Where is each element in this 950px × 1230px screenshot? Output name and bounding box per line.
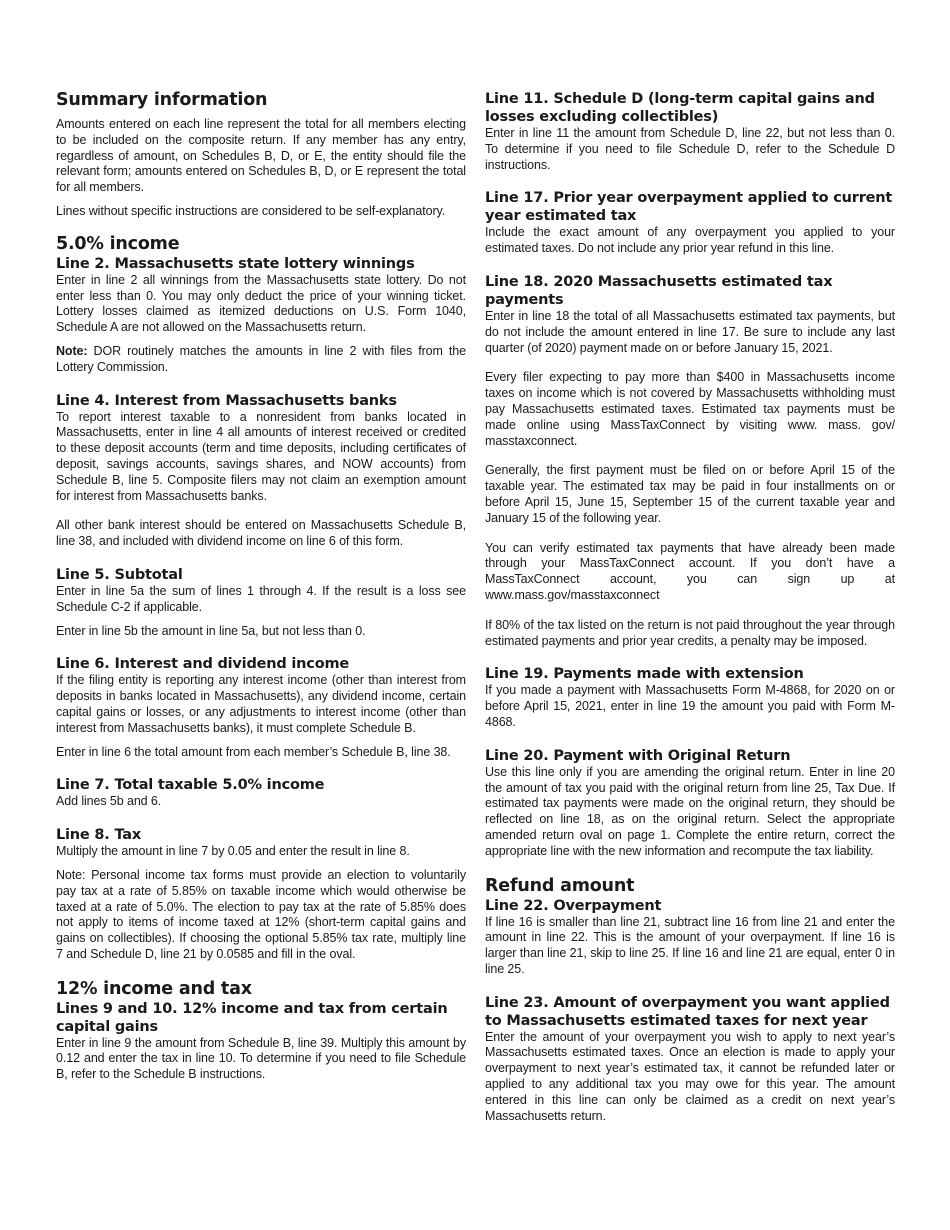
line-18-paragraph-3: Generally, the first payment must be filed on or before April 15 of the taxable year. The estimated tax may be paid in four installments on or before April 15, June 15, September 15 of the current taxable year and January 15 of the following year. bbox=[485, 463, 895, 525]
line-11-paragraph: Enter in line 11 the amount from Schedule D, line 22, but not less than 0. To determine if you need to file Schedule D, refer to the Schedule D instructions. bbox=[485, 126, 895, 172]
left-column bbox=[56, 90, 466, 1083]
line-22-heading: Line 22. Overpayment bbox=[485, 897, 662, 914]
line-20-paragraph: Use this line only if you are amending the original return. Enter in line 20 the amount of tax you paid with the original return from line 25, Tax Due. If estimated tax payments were made on the original return, they should be reflected on line 18, as on the original return. Select the appropriate amended return oval on page 1. Complete the entire return, correct the appropriate line with the new information and recompute the tax liability. bbox=[485, 764, 895, 858]
line-8-note: Note: Personal income tax forms must provide an election to voluntarily pay tax at a rate of 5.85% on taxable income which would otherwise be taxed at a rate of 5.0%. The election to pay tax at the rate of 5.85% does not apply to items of income taxed at 12% (short-term capital gains and gains on collectibles). If choosing the optional 5.85% tax rate, multiply line 7 and Schedule D, line 21 by 0.0585 and fill in the oval. bbox=[56, 867, 466, 961]
line-7-paragraph: Add lines 5b and 6. bbox=[56, 794, 162, 809]
line-6-paragraph: If the filing entity is reporting any interest income (other than interest from deposits in banks located in Massachusetts), any dividend income, certain capital gains or losses, or any adjustments to interest income (other than interest from Massachusetts banks), it must complete Schedule B. bbox=[56, 673, 466, 735]
line-8-heading: Line 8. Tax bbox=[56, 827, 142, 844]
line-23-heading: Line 23. Amount of overpayment you want applied to Massachusetts estimated taxes for next year bbox=[485, 994, 890, 1029]
line-23-paragraph: Enter the amount of your overpayment you wish to apply to next year’s Massachusetts estimated taxes. Once an election is made to apply your overpayment to next year’s estimated tax, it cannot be refunded later or applied to any additional tax you may owe for this year. The amount entered in this line can only be claimed as a credit on next year’s Massachusetts return. bbox=[485, 1029, 895, 1123]
income-5-heading: 5.0% income bbox=[56, 233, 180, 254]
line-8-paragraph: Multiply the amount in line 7 by 0.05 and enter the result in line 8. bbox=[56, 844, 410, 859]
line-18-heading: Line 18. 2020 Massachusetts estimated tax payments bbox=[485, 273, 833, 308]
line-4-paragraph-2: All other bank interest should be entered on Massachusetts Schedule B, line 38, and included with dividend income on line 6 of this form. bbox=[56, 518, 466, 549]
note-label: Note: bbox=[56, 343, 88, 358]
line-4-heading: Line 4. Interest from Massachusetts banks bbox=[56, 392, 397, 409]
line-19-heading: Line 19. Payments made with extension bbox=[485, 666, 804, 683]
summary-paragraph: Amounts entered on each line represent the total for all members electing to be included on the composite return. If any member has any entry, regardless of amount, on Schedules B, D, or E, the entity should file the relevant form; amounts entered on Schedules B, D, or E represent the total for all members. bbox=[56, 117, 466, 195]
line-6-heading: Line 6. Interest and dividend income bbox=[56, 656, 350, 673]
line-19-paragraph: If you made a payment with Massachusetts Form M-4868, for 2020 on or before April 15, 2021, enter in line 19 the amount you paid with Form M-4868. bbox=[485, 683, 895, 729]
refund-heading: Refund amount bbox=[485, 875, 635, 896]
line-18-paragraph-4: You can verify estimated tax payments that have already been made through your MassTaxConnect account. If you don’t have a MassTaxConnect account, you can sign up at www.mass.gov/masstaxconnect bbox=[485, 540, 895, 602]
line-2-note bbox=[56, 344, 466, 376]
line-2-heading: Line 2. Massachusetts state lottery winnings bbox=[56, 255, 415, 272]
right-column bbox=[485, 90, 895, 1124]
line-2-paragraph: Enter in line 2 all winnings from the Massachusetts state lottery. Do not enter less than 0. You may only deduct the price of your winning ticket. Lottery losses claimed as itemized deductions on U.S. Form 1040, Schedule A are not allowed on the Massachusetts return. bbox=[56, 272, 466, 335]
line-9-10-heading: Lines 9 and 10. 12% income and tax from certain capital gains bbox=[56, 1000, 448, 1035]
line-20-heading: Line 20. Payment with Original Return bbox=[485, 747, 791, 764]
summary-heading: Summary information bbox=[56, 90, 268, 110]
line-18-paragraph-5: If 80% of the tax listed on the return is not paid throughout the year through estimated payments and prior year credits, a penalty may be imposed. bbox=[485, 617, 895, 648]
line-5-heading: Line 5. Subtotal bbox=[56, 566, 183, 583]
line-7-heading: Line 7. Total taxable 5.0% income bbox=[56, 777, 325, 794]
line-18-paragraph: Enter in line 18 the total of all Massachusetts estimated tax payments, but do not include the amount entered in line 17. Be sure to include any last quarter (of 2020) payment made on or before January 15, 2021. bbox=[485, 308, 895, 355]
summary-note-paragraph: Lines without specific instructions are considered to be self-explanatory. bbox=[56, 203, 446, 218]
line-17-heading: Line 17. Prior year overpayment applied to current year estimated tax bbox=[485, 190, 893, 225]
line-4-paragraph: To report interest taxable to a nonresident from banks located in Massachusetts, enter in line 4 all amounts of interest received or credited to these deposit accounts (term and time deposits, including certificates of deposit, savings accounts, savings shares, and NOW accounts) from Schedule B, line 5. Composite filers may not claim an exemption amount for interest from Massachusetts banks. bbox=[56, 409, 466, 503]
line-5-paragraph-2: Enter in line 5b the amount in line 5a, but not less than 0. bbox=[56, 623, 366, 638]
line-17-paragraph: Include the exact amount of any overpayment you applied to your estimated taxes. Do not include any prior year refund in this line. bbox=[485, 225, 895, 256]
income-12-heading: 12% income and tax bbox=[56, 978, 252, 999]
line-22-paragraph: If line 16 is smaller than line 21, subtract line 16 from line 21 and enter the amount in line 22. This is the amount of your overpayment. If line 16 is larger than line 21, skip to line 25. If line 16 and line 21 are equal, enter 0 in line 25. bbox=[485, 914, 895, 976]
line-6-paragraph-2: Enter in line 6 the total amount from each member’s Schedule B, line 38. bbox=[56, 744, 451, 759]
line-11-heading: Line 11. Schedule D (long-term capital gains and losses excluding collectibles) bbox=[485, 91, 875, 125]
line-9-10-paragraph: Enter in line 9 the amount from Schedule B, line 39. Multiply this amount by 0.12 and enter the tax in line 10. To determine if you need to file Schedule B, refer to the Schedule B instructions. bbox=[56, 1035, 466, 1082]
note-text: DOR routinely matches the amounts in line 2 with files from the Lottery Commission. bbox=[56, 343, 466, 374]
line-18-paragraph-2: Every filer expecting to pay more than $400 in Massachusetts income taxes on income which is not covered by Massachusetts withholding must pay Massachusetts estimated taxes. Estimated tax payments must be made online using MassTaxConnect by visiting www. mass. gov/ masstaxconnect. bbox=[485, 370, 895, 448]
line-5-paragraph: Enter in line 5a the sum of lines 1 through 4. If the result is a loss see Schedule C-2 if applicable. bbox=[56, 583, 466, 614]
